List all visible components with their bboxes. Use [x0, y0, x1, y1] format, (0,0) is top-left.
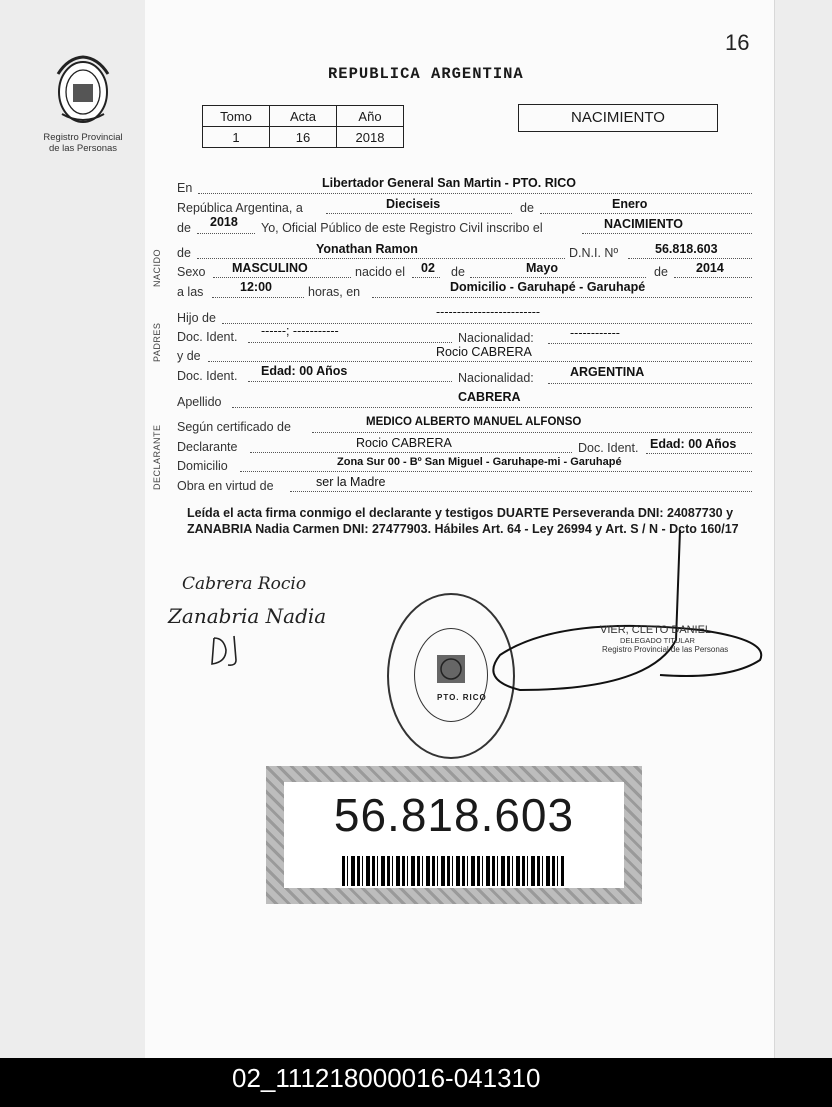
barcode-inner — [284, 782, 624, 888]
line-madre — [208, 360, 752, 362]
label-hijo-de: Hijo de — [177, 311, 216, 325]
registry-header-tomo: Tomo — [203, 106, 270, 127]
line-apellido — [232, 406, 752, 408]
value-nac-madre: ARGENTINA — [570, 365, 645, 379]
value-mes: Enero — [612, 197, 648, 211]
value-tipo: NACIMIENTO — [604, 217, 683, 231]
registry-header-anio: Año — [337, 106, 404, 127]
line-doc-madre — [248, 380, 452, 382]
label-horas-en: horas, en — [308, 285, 361, 299]
official-role: DELEGADO TITULAR — [620, 636, 695, 645]
line-dia-nac — [412, 276, 440, 278]
initials-scribble-icon — [208, 632, 248, 670]
label-en: En — [177, 181, 193, 195]
label-declarante: Declarante — [177, 440, 238, 454]
label-nacionalidad-madre: Nacionalidad: — [458, 371, 534, 385]
value-nombre: Yonathan Ramon — [316, 242, 418, 256]
value-certificado: MEDICO ALBERTO MANUEL ALFONSO — [366, 416, 582, 428]
value-doc-madre: Edad: 00 Años — [261, 364, 348, 378]
value-hora: 12:00 — [240, 280, 272, 294]
value-mes-nac: Mayo — [526, 261, 558, 275]
line-doc-declarante — [646, 452, 752, 454]
label-domicilio: Domicilio — [177, 459, 228, 473]
value-apellido: CABRERA — [458, 390, 521, 404]
label-doc-ident-padre: Doc. Ident. — [177, 330, 238, 344]
barcode-bars-icon — [342, 856, 564, 886]
registry-table — [202, 105, 404, 148]
official-name: VIER, CLETO DANIEL — [600, 624, 712, 636]
registry-table-values — [203, 127, 404, 148]
registry-table-header — [203, 106, 404, 127]
line-obra — [290, 490, 752, 492]
line-tipo — [582, 232, 752, 234]
registry-value-acta: 16 — [270, 127, 337, 148]
registry-header-acta: Acta — [270, 106, 337, 127]
line-nombre — [197, 257, 565, 259]
label-yo: Yo, Oficial Público de este Registro Civil inscribo el — [261, 221, 543, 235]
logo-caption-line2: de las Personas — [48, 143, 118, 154]
signature-declarante: Cabrera Rocio — [182, 574, 307, 594]
registry-value-anio: 2018 — [337, 127, 404, 148]
record-type-box: NACIMIENTO — [518, 104, 718, 132]
value-domicilio: Zona Sur 00 - Bº San Miguel - Garuhape-mi - Garuhapé — [337, 456, 622, 468]
label-segun: Según certificado de — [177, 420, 291, 434]
value-dia-nac: 02 — [421, 261, 435, 275]
label-de-anio-nac: de — [654, 265, 668, 279]
signature-testigo: Zanabria Nadia — [168, 604, 327, 628]
value-nac-padre: ------------ — [570, 326, 620, 340]
barcode-label — [266, 766, 642, 904]
label-de-mes-nac: de — [451, 265, 465, 279]
section-label-nacido: NACIDO — [152, 248, 162, 287]
value-madre: Rocio CABRERA — [436, 345, 532, 359]
stamp-emblem-icon — [415, 629, 487, 721]
value-anio: 2018 — [210, 215, 238, 229]
value-lugar: Libertador General San Martin - PTO. RICO — [322, 176, 576, 190]
logo-caption-line1: Registro Provincial — [43, 132, 123, 143]
coat-of-arms-icon — [48, 54, 118, 126]
line-certificado — [312, 431, 752, 433]
page-number: 16 — [725, 30, 750, 55]
barcode-number: 56.818.603 — [333, 789, 575, 841]
logo-caption — [33, 132, 133, 154]
label-republica: República Argentina, a — [177, 201, 303, 215]
stamp-place: PTO. RICO — [437, 693, 487, 702]
line-en — [198, 192, 752, 194]
line-sexo — [213, 276, 351, 278]
label-de-mes: de — [520, 201, 534, 215]
value-doc-declarante: Edad: 00 Años — [650, 437, 737, 451]
line-dni — [628, 257, 752, 259]
official-office: Registro Provincial de las Personas — [602, 645, 729, 654]
label-de-anio: de — [177, 221, 191, 235]
line-domicilio — [240, 470, 752, 472]
official-signature — [480, 520, 770, 705]
value-lugar-nac: Domicilio - Garuhapé - Garuhapé — [450, 280, 646, 294]
value-anio-nac: 2014 — [696, 261, 724, 275]
footer-id: 02_111218000016-041310 — [0, 1058, 832, 1107]
label-apellido: Apellido — [177, 395, 222, 409]
label-doc-ident-madre: Doc. Ident. — [177, 369, 238, 383]
line-lugar-nac — [372, 296, 752, 298]
label-a-las: a las — [177, 285, 204, 299]
value-dia: Dieciseis — [386, 197, 441, 211]
registry-value-tomo: 1 — [203, 127, 270, 148]
stamp-inner-ring — [414, 628, 488, 722]
line-nac-padre — [548, 342, 752, 344]
section-label-padres: PADRES — [152, 322, 162, 362]
signature-initials — [208, 632, 248, 670]
value-sexo: MASCULINO — [232, 261, 308, 275]
label-nacido-el: nacido el — [355, 265, 406, 279]
value-obra: ser la Madre — [316, 475, 386, 489]
signature-stroke-icon — [480, 520, 770, 705]
line-doc-padre — [248, 341, 452, 343]
value-doc-padre: ------; ----------- — [261, 324, 339, 338]
label-dni: D.N.I. Nº — [569, 246, 619, 260]
official-block — [600, 624, 728, 654]
line-anio-nac — [674, 276, 752, 278]
line-anio — [197, 232, 255, 234]
line-mes-nac — [470, 276, 646, 278]
value-declarante: Rocio CABRERA — [356, 436, 452, 450]
value-dni: 56.818.603 — [655, 242, 718, 256]
label-y-de: y de — [177, 349, 201, 363]
registry-logo — [48, 54, 118, 126]
label-doc-ident-declarante: Doc. Ident. — [578, 441, 639, 455]
line-declarante — [250, 451, 572, 453]
closing-text: Leída el acta firma conmigo el declarante y testigos DUARTE Perseveranda DNI: 24087730 y ZANABRIA Nadia Carmen DNI: 27477903. Hábiles Art. 64 - Ley 26994 y Art. S / N - Dcto 160/17 — [187, 506, 739, 536]
line-hora — [212, 296, 304, 298]
section-label-declarante: DECLARANTE — [152, 424, 162, 490]
label-de-nombre: de — [177, 246, 191, 260]
line-mes — [540, 212, 752, 214]
line-dia — [326, 212, 512, 214]
value-padre: ------------------------- — [436, 305, 541, 319]
label-nacionalidad-padre: Nacionalidad: — [458, 331, 534, 345]
document-title: REPUBLICA ARGENTINA — [328, 65, 524, 83]
label-sexo: Sexo — [177, 265, 206, 279]
label-obra: Obra en virtud de — [177, 479, 274, 493]
line-nac-madre — [548, 382, 752, 384]
